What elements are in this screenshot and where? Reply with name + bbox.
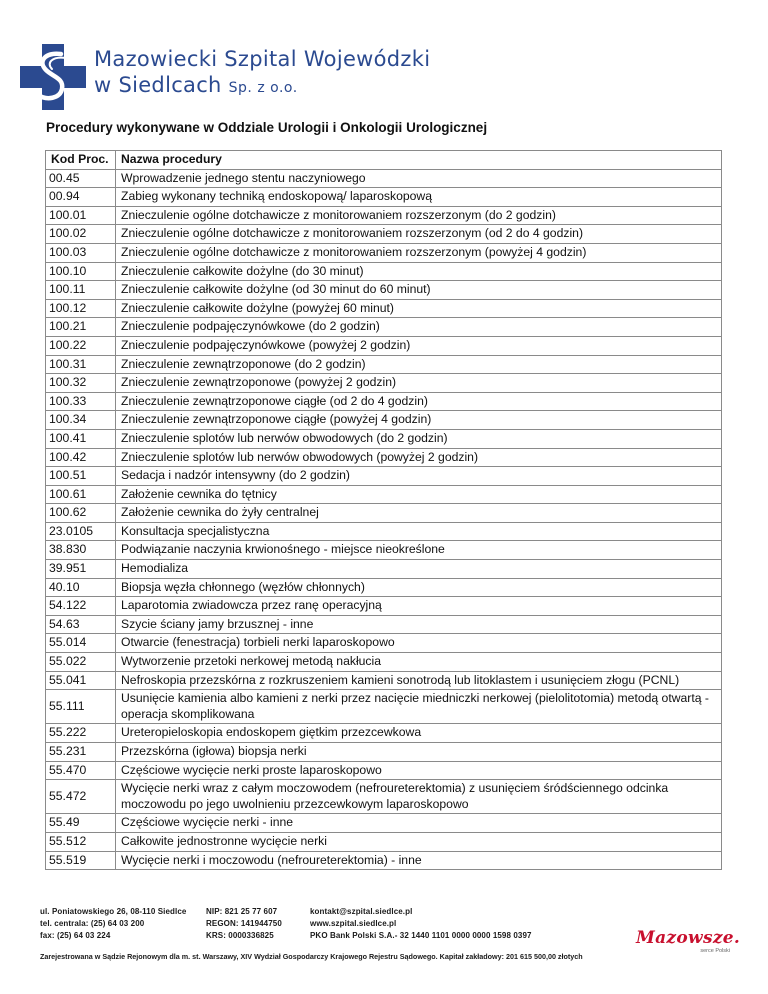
hospital-company-form: Sp. z o.o. <box>228 80 298 96</box>
procedure-name: Znieczulenie zewnątrzoponowe ciągłe (od 2 do 4 godzin) <box>116 392 722 411</box>
table-row <box>46 814 722 833</box>
procedure-name: Znieczulenie splotów lub nerwów obwodowych (do 2 godzin) <box>116 429 722 448</box>
procedure-name: Sedacja i nadzór intensywny (do 2 godzin) <box>116 467 722 486</box>
procedure-name: Biopsja węzła chłonnego (węzłów chłonnych) <box>116 578 722 597</box>
procedure-code: 100.01 <box>46 206 116 225</box>
footer-fax: fax: (25) 64 03 224 <box>40 931 111 940</box>
procedure-code: 100.10 <box>46 262 116 281</box>
mazowsze-logo-text: Mazowsze. <box>636 928 741 948</box>
table-row <box>46 467 722 486</box>
procedure-code: 55.472 <box>46 780 116 814</box>
procedure-name: Nefroskopia przezskórna z rozkruszeniem kamieni sonotrodą lub litoklastem i usunięciem złogu (PCNL) <box>116 671 722 690</box>
procedure-name: Otwarcie (fenestracja) torbieli nerki laparoskopowo <box>116 634 722 653</box>
procedure-name: Znieczulenie splotów lub nerwów obwodowych (powyżej 2 godzin) <box>116 448 722 467</box>
procedure-code: 100.62 <box>46 504 116 523</box>
table-row <box>46 634 722 653</box>
procedure-code: 100.12 <box>46 299 116 318</box>
table-row <box>46 188 722 207</box>
table-row <box>46 615 722 634</box>
procedures-table <box>45 150 722 870</box>
table-row <box>46 336 722 355</box>
table-header-row <box>46 151 722 170</box>
letterhead <box>20 40 720 110</box>
letterhead-footer <box>40 902 741 982</box>
procedure-code: 40.10 <box>46 578 116 597</box>
table-row <box>46 169 722 188</box>
procedure-name: Częściowe wycięcie nerki proste laparoskopowo <box>116 761 722 780</box>
procedure-code: 100.42 <box>46 448 116 467</box>
procedure-name: Laparotomia zwiadowcza przez ranę operacyjną <box>116 597 722 616</box>
procedure-code: 55.222 <box>46 724 116 743</box>
procedure-name: Wycięcie nerki wraz z całym moczowodem (nefroureterektomia) z usunięciem śródściennego odcinka moczowodu po jego uwolnieniu przezcewkowym laparoskopowo <box>116 780 722 814</box>
page-title: Procedury wykonywane w Oddziale Urologii i Onkologii Urologicznej <box>46 120 488 135</box>
procedure-code: 55.231 <box>46 743 116 762</box>
footer-regon: REGON: 141944750 <box>206 919 282 928</box>
procedure-code: 100.51 <box>46 467 116 486</box>
procedure-code: 55.470 <box>46 761 116 780</box>
column-header-code: Kod Proc. <box>46 151 116 170</box>
table-row <box>46 761 722 780</box>
procedure-name: Założenie cewnika do tętnicy <box>116 485 722 504</box>
procedure-name: Znieczulenie całkowite dożylne (powyżej 60 minut) <box>116 299 722 318</box>
hospital-name <box>94 46 430 101</box>
procedure-name: Hemodializa <box>116 560 722 579</box>
hospital-s-cross-logo-icon <box>20 44 86 110</box>
table-row <box>46 262 722 281</box>
table-row <box>46 374 722 393</box>
table-row <box>46 653 722 672</box>
procedure-code: 55.014 <box>46 634 116 653</box>
procedure-code: 00.45 <box>46 169 116 188</box>
footer-registry <box>206 906 282 942</box>
footer-krs: KRS: 0000336825 <box>206 931 274 940</box>
table-row <box>46 560 722 579</box>
table-row <box>46 429 722 448</box>
procedure-name: Konsultacja specjalistyczna <box>116 522 722 541</box>
table-row <box>46 780 722 814</box>
procedure-name: Zabieg wykonany techniką endoskopową/ laparoskopową <box>116 188 722 207</box>
table-row <box>46 671 722 690</box>
mazowsze-brand <box>636 928 741 964</box>
procedure-code: 39.951 <box>46 560 116 579</box>
table-row <box>46 299 722 318</box>
hospital-city: w Siedlcach <box>94 73 222 97</box>
procedure-name: Znieczulenie zewnątrzoponowe (do 2 godzin) <box>116 355 722 374</box>
procedure-code: 55.49 <box>46 814 116 833</box>
procedure-name: Znieczulenie całkowite dożylne (od 30 minut do 60 minut) <box>116 281 722 300</box>
procedure-name: Częściowe wycięcie nerki - inne <box>116 814 722 833</box>
procedure-code: 38.830 <box>46 541 116 560</box>
table-row <box>46 832 722 851</box>
procedure-code: 100.32 <box>46 374 116 393</box>
procedure-name: Znieczulenie ogólne dotchawicze z monitorowaniem rozszerzonym (do 2 godzin) <box>116 206 722 225</box>
procedure-code: 55.041 <box>46 671 116 690</box>
procedure-name: Usunięcie kamienia albo kamieni z nerki przez nacięcie miedniczki nerkowej (pielolitotomia) metodą otwartą - operacja skomplikowana <box>116 690 722 724</box>
procedure-code: 54.63 <box>46 615 116 634</box>
procedure-name: Znieczulenie podpajęczynówkowe (powyżej 2 godzin) <box>116 336 722 355</box>
procedure-code: 100.33 <box>46 392 116 411</box>
table-row <box>46 485 722 504</box>
procedure-code: 23.0105 <box>46 522 116 541</box>
table-row <box>46 448 722 467</box>
table-row <box>46 225 722 244</box>
procedure-code: 100.22 <box>46 336 116 355</box>
hospital-name-line1: Mazowiecki Szpital Wojewódzki <box>94 47 431 71</box>
procedure-code: 100.21 <box>46 318 116 337</box>
procedure-code: 00.94 <box>46 188 116 207</box>
table-row <box>46 243 722 262</box>
procedure-name: Całkowite jednostronne wycięcie nerki <box>116 832 722 851</box>
footer-bank: PKO Bank Polski S.A.- 32 1440 1101 0000 0000 1598 0397 <box>310 931 532 940</box>
procedure-code: 100.31 <box>46 355 116 374</box>
footer-phone: tel. centrala: (25) 64 03 200 <box>40 919 145 928</box>
procedure-code: 100.11 <box>46 281 116 300</box>
table-row <box>46 597 722 616</box>
procedure-name: Ureteropieloskopia endoskopem giętkim przezcewkowa <box>116 724 722 743</box>
procedure-code: 100.34 <box>46 411 116 430</box>
procedure-name: Podwiązanie naczynia krwionośnego - miejsce nieokreślone <box>116 541 722 560</box>
procedure-name: Wycięcie nerki i moczowodu (nefroureterektomia) - inne <box>116 851 722 870</box>
procedure-code: 55.519 <box>46 851 116 870</box>
table-row <box>46 724 722 743</box>
table-row <box>46 851 722 870</box>
procedure-name: Znieczulenie podpajęczynówkowe (do 2 godzin) <box>116 318 722 337</box>
procedure-name: Założenie cewnika do żyły centralnej <box>116 504 722 523</box>
footer-online <box>310 906 532 942</box>
footer-email: kontakt@szpital.siedlce.pl <box>310 907 413 916</box>
table-row <box>46 541 722 560</box>
mazowsze-tagline: serce Polski <box>700 948 730 954</box>
table-row <box>46 504 722 523</box>
table-row <box>46 411 722 430</box>
footer-contact <box>40 906 186 942</box>
procedures-table-body <box>46 169 722 870</box>
procedure-name: Znieczulenie całkowite dożylne (do 30 minut) <box>116 262 722 281</box>
procedure-name: Znieczulenie ogólne dotchawicze z monitorowaniem rozszerzonym (od 2 do 4 godzin) <box>116 225 722 244</box>
footer-registration: Zarejestrowana w Sądzie Rejonowym dla m. st. Warszawy, XIV Wydział Gospodarczy Krajowego Rejestru Sądowego. Kapitał zakładowy: 201 615 500,00 złotych <box>40 952 583 961</box>
table-row <box>46 355 722 374</box>
procedure-code: 55.111 <box>46 690 116 724</box>
footer-website: www.szpital.siedlce.pl <box>310 919 397 928</box>
column-header-name: Nazwa procedury <box>116 151 722 170</box>
procedure-name: Znieczulenie zewnątrzoponowe (powyżej 2 godzin) <box>116 374 722 393</box>
procedure-code: 54.122 <box>46 597 116 616</box>
table-row <box>46 522 722 541</box>
procedure-name: Przezskórna (igłowa) biopsja nerki <box>116 743 722 762</box>
procedure-name: Znieczulenie zewnątrzoponowe ciągłe (powyżej 4 godzin) <box>116 411 722 430</box>
procedure-name: Znieczulenie ogólne dotchawicze z monitorowaniem rozszerzonym (powyżej 4 godzin) <box>116 243 722 262</box>
procedure-code: 100.41 <box>46 429 116 448</box>
footer-nip: NIP: 821 25 77 607 <box>206 907 278 916</box>
procedure-code: 100.02 <box>46 225 116 244</box>
table-row <box>46 318 722 337</box>
table-row <box>46 578 722 597</box>
procedure-name: Wytworzenie przetoki nerkowej metodą nakłucia <box>116 653 722 672</box>
procedure-name: Szycie ściany jamy brzusznej - inne <box>116 615 722 634</box>
table-row <box>46 281 722 300</box>
table-row <box>46 690 722 724</box>
table-row <box>46 392 722 411</box>
table-row <box>46 743 722 762</box>
hospital-name-line2 <box>94 72 430 101</box>
procedure-code: 55.022 <box>46 653 116 672</box>
table-row <box>46 206 722 225</box>
procedure-code: 100.61 <box>46 485 116 504</box>
procedure-code: 100.03 <box>46 243 116 262</box>
procedure-code: 55.512 <box>46 832 116 851</box>
procedure-name: Wprowadzenie jednego stentu naczyniowego <box>116 169 722 188</box>
footer-address: ul. Poniatowskiego 26, 08-110 Siedlce <box>40 907 187 916</box>
